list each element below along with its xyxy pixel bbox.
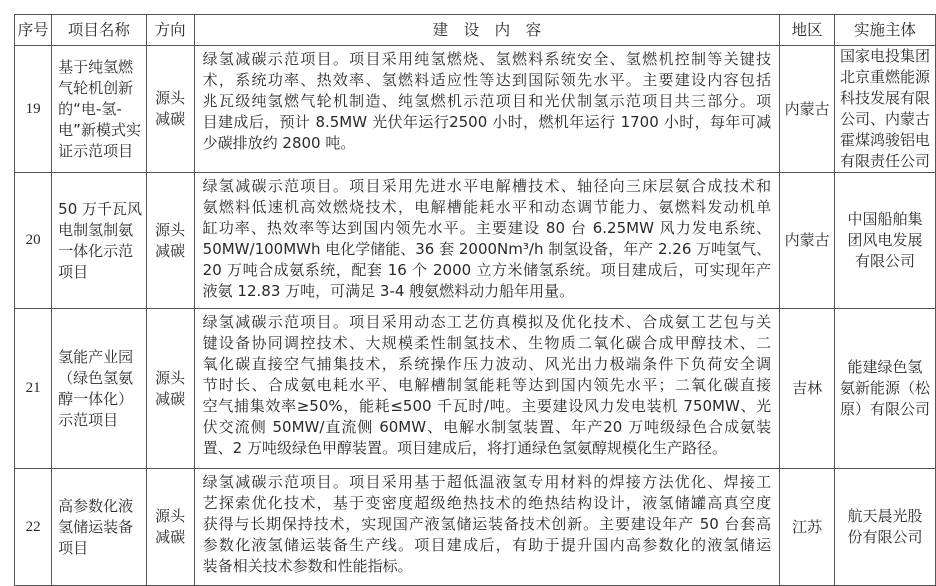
text-line: 基于纯氢燃 xyxy=(58,57,134,76)
text-line: 术，系统功率、热效率、氢燃料适应性等达到国际领先水平。主要建设内容包括 xyxy=(202,71,772,89)
table-row xyxy=(15,469,936,586)
text-line: 绿氢减碳示范项目。项目采用基于超低温液氢专用材料的焊接方法优化、焊接工 xyxy=(202,473,772,491)
text-line: 项目 xyxy=(58,538,89,557)
table-row xyxy=(15,46,936,173)
text-line: 高参数化液 xyxy=(58,496,134,515)
construction-content xyxy=(194,309,780,469)
project-name xyxy=(52,173,146,309)
text-line: 国家电投集团 xyxy=(840,47,931,65)
text-line: 证示范项目 xyxy=(58,141,134,160)
region: 江苏 xyxy=(780,469,835,586)
region: 吉林 xyxy=(780,309,835,469)
direction xyxy=(146,173,194,309)
text-line: 少碳排放约 2800 吨。 xyxy=(202,134,356,152)
text-line: 中国船舶集 xyxy=(847,210,923,228)
text-line: 伏交流侧 50MW/直流侧 60MW、电解水制氢装置、年产20 万吨级绿色合成氨装 xyxy=(202,418,772,436)
text-line: 减碳 xyxy=(155,389,186,408)
text-line: 氢能产业园 xyxy=(58,347,134,366)
text-line: 20 万吨合成氨系统，配套 16 个 2000 立方米储氢系统。项目建成后，可实现年产 xyxy=(202,261,772,279)
text-line: 源头 xyxy=(155,368,186,387)
text-line: 参数化液氢储运装备生产线。项目建成后，有助于提升国内高参数化的液氢储运 xyxy=(202,536,772,554)
text-line: 绿氢减碳示范项目。项目采用动态工艺仿真模拟及优化技术、合成氨工艺包与关 xyxy=(202,313,772,331)
direction xyxy=(146,309,194,469)
implementing-entity xyxy=(835,173,936,309)
text-line: 氧化碳直接空气捕集技术，系统操作压力波动、风光出力极端条件下负荷安全调 xyxy=(202,355,772,373)
text-line: 项目 xyxy=(58,262,89,281)
implementing-entity xyxy=(835,46,936,173)
text-line: 缸功率、热效率等达到国内领先水平。主要建设 80 台 6.25MW 风力发电系统、 xyxy=(202,219,772,237)
text-line: 绿氢减碳示范项目。项目采用先进水平电解槽技术、轴径向三床层氨合成技术和 xyxy=(202,177,772,195)
text-line: 50 万千瓦风 xyxy=(58,199,143,218)
project-name xyxy=(52,469,146,586)
implementing-entity xyxy=(835,469,936,586)
text-line: 艺探索优化技术，基于变密度超级绝热技术的绝热结构设计，液氢储罐高真空度 xyxy=(202,494,772,512)
construction-content xyxy=(194,469,780,586)
text-line: 的“电-氢- xyxy=(58,99,122,118)
text-line: 氢储运装备 xyxy=(58,517,134,536)
text-line: 50MW/100MWh 电化学储能、36 套 2000Nm³/h 制氢设备，年产 2.26 万吨氢气、 xyxy=(202,240,772,258)
table-row xyxy=(15,309,936,469)
text-line: 减碳 xyxy=(155,110,186,128)
text-line: 气轮机创新 xyxy=(58,78,134,97)
direction xyxy=(146,46,194,173)
row-number: 19 xyxy=(15,46,52,173)
text-line: 北京重燃能源 xyxy=(840,68,931,86)
region: 内蒙古 xyxy=(780,46,835,173)
text-line: 科技发展有限 xyxy=(840,89,931,107)
text-line: 氨新能源（松 xyxy=(840,379,931,397)
text-line: 电制氢制氨 xyxy=(58,220,134,239)
row-number: 21 xyxy=(15,309,52,469)
text-line: 兆瓦级纯氢燃气轮机制造、纯氢燃机示范项目和光伏制氢示范项目共三部分。项 xyxy=(202,92,772,110)
row-number: 20 xyxy=(15,173,52,309)
project-name xyxy=(52,309,146,469)
construction-content xyxy=(194,173,780,309)
region: 内蒙古 xyxy=(780,173,835,309)
text-line: 置、2 万吨级绿色甲醇装置。项目建成后，将打通绿色氢氨醇规模化生产路径。 xyxy=(202,439,727,457)
text-line: 目建成后，预计 8.5MW 光伏年运行2500 小时，燃机年运行 1700 小时，每年可减 xyxy=(202,113,772,131)
text-line: 源头 xyxy=(155,89,186,107)
text-line: 份有限公司 xyxy=(847,528,923,546)
row-number: 22 xyxy=(15,469,52,586)
text-line: 节时长、合成氨电耗水平、电解槽制氢能耗等达到国内领先水平；二氧化碳直接 xyxy=(202,376,772,394)
text-line: 醇一体化） xyxy=(58,389,134,408)
text-line: 源头 xyxy=(155,220,186,239)
projects-table xyxy=(14,14,936,586)
text-line: 霍煤鸿骏铝电 xyxy=(840,131,931,149)
table-row xyxy=(15,173,936,309)
text-line: 键设备协同调控技术、大规模柔性制氢技术、生物质二氧化碳合成甲醇技术、二 xyxy=(202,334,772,352)
header-content: 建 设 内 容 xyxy=(194,15,780,46)
text-line: 空气捕集效率≥50%，能耗≤500 千瓦时/吨。主要建设风力发电装机 750MW、光 xyxy=(202,397,772,415)
text-line: 一体化示范 xyxy=(58,241,134,260)
text-line: 氨燃料低速机高效燃烧技术，电解槽能耗水平和动态调节能力、氨燃料发动机单 xyxy=(202,198,772,216)
project-name xyxy=(52,46,146,173)
text-line: 示范项目 xyxy=(58,410,119,429)
text-line: 团风电发展 xyxy=(847,231,923,249)
direction xyxy=(146,469,194,586)
text-line: 装备相关技术参数和性能指标。 xyxy=(202,557,413,575)
text-line: 公司、内蒙古 xyxy=(840,110,931,128)
text-line: 有限公司 xyxy=(855,252,916,270)
text-line: （绿色氢氨 xyxy=(58,368,134,387)
header-region: 地区 xyxy=(780,15,835,46)
implementing-entity xyxy=(835,309,936,469)
text-line: 减碳 xyxy=(155,241,186,260)
text-line: 源头 xyxy=(155,507,186,525)
text-line: 获得与长期保持技术，实现国产液氢储运装备技术创新。主要建设年产 50 台套高 xyxy=(202,515,772,533)
text-line: 液氨 12.83 万吨，可满足 3-4 艘氨燃料动力船年用量。 xyxy=(202,282,575,300)
text-line: 减碳 xyxy=(155,528,186,546)
text-line: 能建绿色氢 xyxy=(847,358,923,376)
header-direction: 方向 xyxy=(146,15,194,46)
text-line: 航天晨光股 xyxy=(847,507,923,525)
header-org: 实施主体 xyxy=(835,15,936,46)
header-no: 序号 xyxy=(15,15,52,46)
text-line: 原）有限公司 xyxy=(840,400,931,418)
header-row xyxy=(15,15,936,46)
text-line: 绿氢减碳示范项目。项目采用纯氢燃烧、氢燃料系统安全、氢燃机控制等关键技 xyxy=(202,50,772,68)
header-name: 项目名称 xyxy=(52,15,146,46)
text-line: 有限责任公司 xyxy=(840,152,931,170)
construction-content xyxy=(194,46,780,173)
text-line: 电”新模式实 xyxy=(58,120,141,139)
